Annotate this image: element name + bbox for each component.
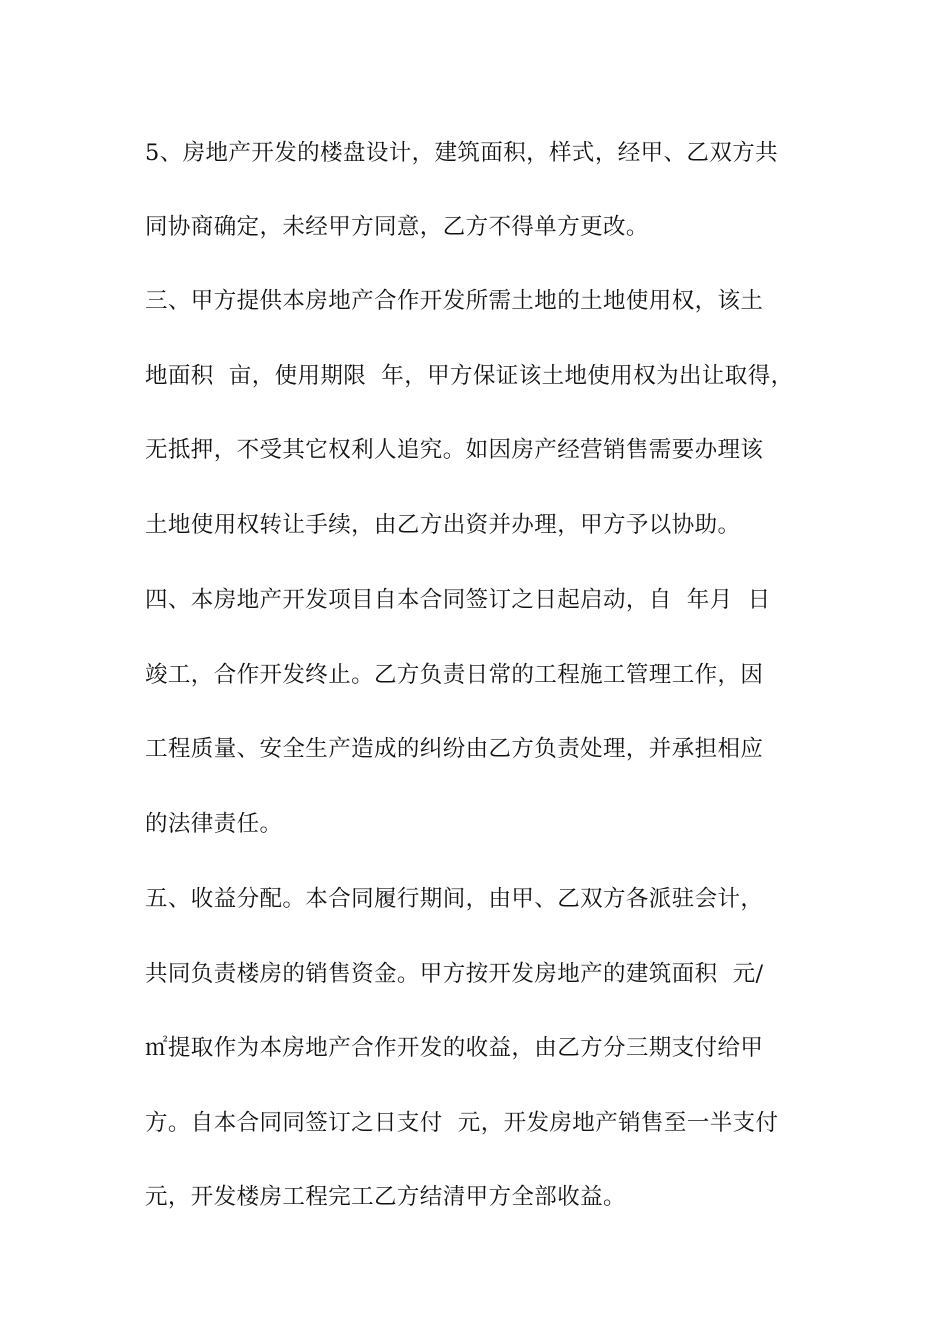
paragraph-line: 竣工，合作开发终止。乙方负责日常的工程施工管理工作，因 <box>145 662 764 688</box>
paragraph-line: ㎡提取作为本房地产合作开发的收益，由乙方分三期支付给甲 <box>145 1035 764 1061</box>
paragraph-line: 四、本房地产开发项目自本合同签订之日起启动，自 年月 日 <box>145 587 771 613</box>
paragraph-line: 无抵押，不受其它权利人追究。如因房产经营销售需要办理该 <box>145 437 764 463</box>
paragraph-line: 三、甲方提供本房地产合作开发所需土地的土地使用权，该土 <box>145 288 764 314</box>
paragraph-line: 工程质量、安全生产造成的纠纷由乙方负责处理，并承担相应 <box>145 736 764 762</box>
paragraph-line: 的法律责任。 <box>145 811 283 837</box>
paragraph-line: 五、收益分配。本合同履行期间，由甲、乙双方各派驻会计， <box>145 886 764 912</box>
paragraph-line: 元，开发楼房工程完工乙方结清甲方全部收益。 <box>145 1184 626 1210</box>
paragraph-line: 土地使用权转让手续，由乙方出资并办理，甲方予以协助。 <box>145 512 741 538</box>
paragraph-line: 共同负责楼房的销售资金。甲方按开发房地产的建筑面积 元/ <box>145 961 764 987</box>
paragraph-line: 地面积 亩，使用期限 年，甲方保证该土地使用权为出让取得， <box>145 363 794 389</box>
paragraph-line: 5、房地产开发的楼盘设计，建筑面积，样式，经甲、乙双方共 <box>145 140 779 166</box>
paragraph-line: 同协商确定，未经甲方同意，乙方不得单方更改。 <box>145 214 649 240</box>
paragraph-line: 方。自本合同同签订之日支付 元，开发房地产销售至一半支付 <box>145 1110 779 1136</box>
